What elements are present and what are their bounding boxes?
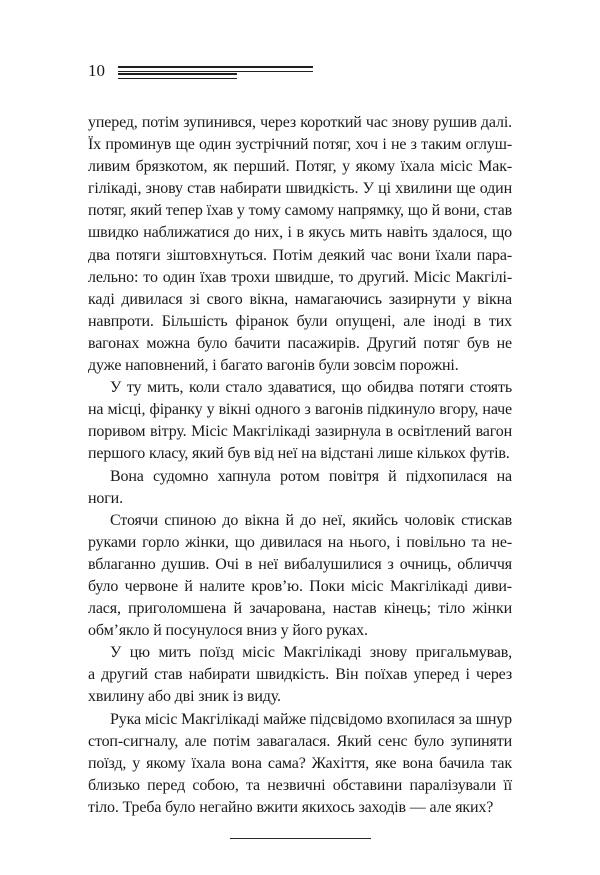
text-line: першого класу, який був від неї на відстані лише кількох футів. xyxy=(88,445,510,463)
text-line: на місці, фіранку у вікні одного з вагонів підкинуло вгору, наче xyxy=(88,401,512,419)
page-number: 10 xyxy=(88,61,105,80)
text-line: обм’якло й посунулося вниз у його руках. xyxy=(88,622,368,640)
text-line: лельно: то один їхав трохи швидше, то другий. Місіс Макгілі- xyxy=(88,268,512,286)
text-line: уперед, потім зупинився, через короткий час знову рушив далі. xyxy=(88,114,512,131)
text-line: хвилину або дві зник із виду. xyxy=(88,688,281,706)
text-line: Стоячи спиною до вікна й до неї, якийсь чоловік стискав xyxy=(110,511,512,529)
text-line: вблаганно душив. Очі в неї вибалушилися з очниць, обличчя xyxy=(88,555,512,573)
text-line: поїзд, у якому їхала вона сама? Жахіття, яке вона бачила так xyxy=(88,754,512,772)
paragraph xyxy=(88,377,512,465)
paragraph xyxy=(88,112,512,377)
paragraph xyxy=(88,466,512,510)
ornament-rule-bottom xyxy=(118,73,237,79)
paragraph xyxy=(88,510,512,643)
text-line: У ту мить, коли стало здаватися, що обидва потяги стоять xyxy=(110,379,512,397)
body-text xyxy=(88,112,512,819)
text-line: а другий став набирати швидкість. Він поїхав уперед і через xyxy=(88,666,512,684)
page-footer xyxy=(0,838,600,839)
text-line: близько перед собою, та незвичні обставини паралізували її xyxy=(88,776,512,794)
text-line: лася, приголомшена й зачарована, настав кінець; тіло жінки xyxy=(88,600,512,618)
text-line: гілікаді, знову став набирати швидкість. У ці хвилини ще один xyxy=(88,180,512,198)
text-line: каді дивилася зі свого вікна, намагаючись зазирнути у вікна xyxy=(88,290,512,308)
text-line: потяг, який тепер їхав у тому самому напрямку, що й вони, став xyxy=(88,202,512,220)
page-header xyxy=(88,61,313,81)
paragraph xyxy=(88,642,512,708)
text-line: тіло. Треба було негайно вжити якихось заходів — але яких? xyxy=(88,798,494,816)
text-line: У цю мить поїзд місіс Макгілікаді знову пригальмував, xyxy=(110,644,512,662)
footer-rule xyxy=(230,838,371,839)
text-line: було червоне й налите кров’ю. Поки місіс Макгілікаді диви- xyxy=(88,577,512,595)
text-line: два потяги зіштовхнуться. Потім деякий час вони їхали пара- xyxy=(88,246,512,264)
text-line: руками горло жінки, що дивилася на нього, і повільно та не- xyxy=(88,533,512,551)
text-line: поривом вітру. Місіс Макгілікаді зазирнула в освітлений вагон xyxy=(88,423,512,441)
text-line: Рука місіс Макгілікаді майже підсвідомо вхопилася за шнур xyxy=(110,710,512,728)
text-line: Їх проминув ще один зустрічний потяг, хоч і не з таким оглуш- xyxy=(88,136,512,154)
text-line: дуже наповнений, і багато вагонів були зовсім порожні. xyxy=(88,357,459,375)
text-line: Вона судомно хапнула ротом повітря й підхопилася на ноги. xyxy=(88,467,512,507)
paragraph xyxy=(88,709,512,819)
header-ornament xyxy=(118,63,313,79)
text-line: ливим брязкотом, як перший. Потяг, у якому їхала місіс Мак- xyxy=(88,158,512,176)
text-line: стоп-сигналу, але потім завагалася. Який сенс було зупиняти xyxy=(88,732,512,750)
text-line: швидко наближатися до них, і в якусь мить навіть здалося, що xyxy=(88,224,512,242)
ornament-rule-top xyxy=(118,66,313,72)
text-line: вагонах можна було бачити пасажирів. Другий потяг був не xyxy=(88,334,512,352)
text-line: навпроти. Більшість фіранок були опущені, але іноді в тих xyxy=(88,312,512,330)
